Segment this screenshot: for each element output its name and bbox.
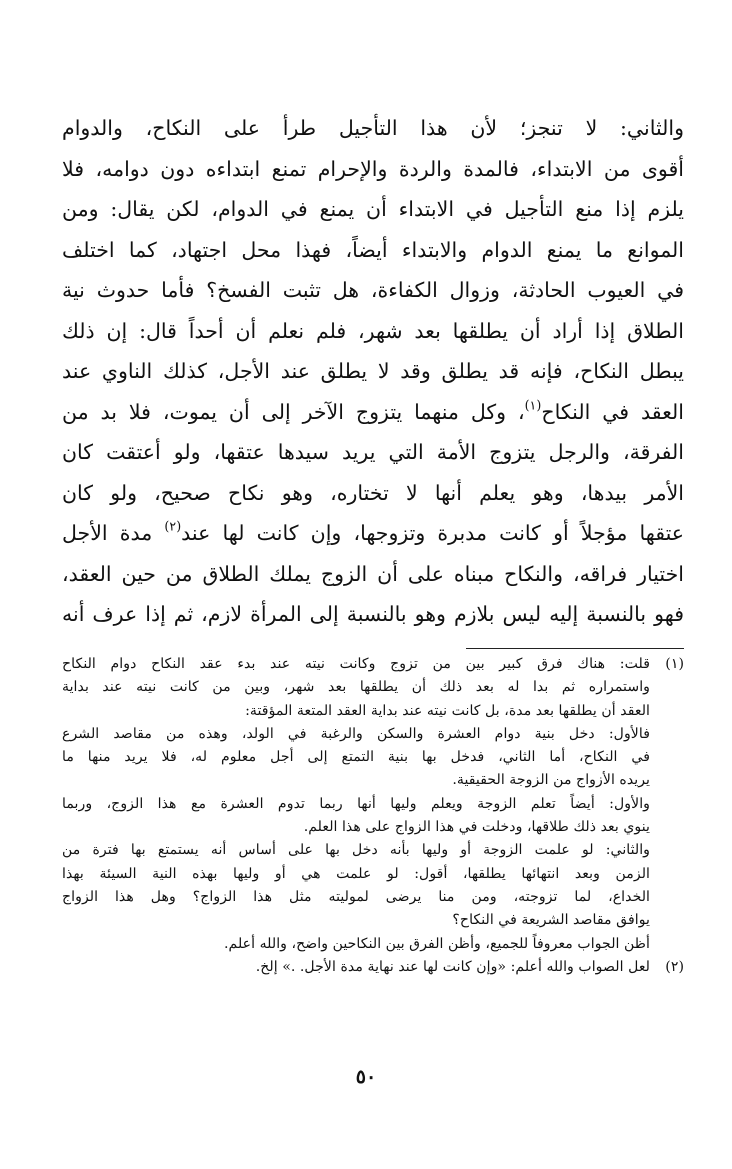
text-line-10: الأمر بيدها، وهو يعلم أنها لا تختاره، وهو نكاح صحيح، ولو كان (62, 480, 684, 505)
footnotes (62, 653, 684, 979)
text-line-12: اختيار فراقه، والنكاح مبناه على أن الزوج يملك الطلاق من حين العقد، (62, 561, 684, 586)
footnote-2-number: (٢) (665, 958, 684, 975)
footnote-ref-2[interactable]: (٢) (164, 518, 182, 534)
text-line-1: والثاني: لا تنجز؛ لأن هذا التأجيل طرأ على النكاح، والدوام (62, 116, 684, 140)
footnote-1-number: (١) (665, 656, 684, 672)
text-line-7: يبطل النكاح، فإنه قد يطلق وقد لا يطلق عند الأجل، كذلك الناوي عند (62, 359, 684, 383)
footnote-1-line-2: واستمراره ثم بدا له بعد ذلك أن يطلقها بعد شهر، وبين من كانت نيته عند بداية (62, 679, 650, 696)
footnote-1-line-9: والثاني: لو علمت الزوجة أو وليها بأنه دخل بها على أساس أنه يستمتع بها فترة من (62, 842, 650, 859)
footnote-1-line-1: قلت: هناك فرق كبير بين من تزوج وكانت نيته عند بدء عقد النكاح دوام النكاح (62, 656, 650, 672)
main-text (62, 108, 684, 635)
text-line-2: أقوى من الابتداء، فالمدة والردة والإحرام تمنع ابتداءه دون دوامه، فلا (62, 156, 684, 181)
footnote-2-line-1: لعل الصواب والله أعلم: «وإن كانت لها عند نهاية مدة الأجل. .» إلخ. (255, 958, 650, 975)
footnote-1-line-13: أظن الجواب معروفاً للجميع، وأظن الفرق بين النكاحين واضح، والله أعلم. (224, 935, 650, 952)
text-line-8-end: ، وكل منهما يتزوج الآخر إلى أن يموت، فلا بد من (62, 399, 525, 424)
footnote-1-line-11: الخداع، لما تزوجته، ومن منا يرضى لموليته مثل هذا الزواج؟ وهل هذا الزواج (62, 888, 650, 905)
text-line-6: الطلاق إذا أراد أن يطلقها بعد شهر، فلم نعلم أن أحداً قال: إن ذلك (62, 318, 684, 343)
text-line-8 (62, 392, 684, 433)
text-line-9: الفرقة، والرجل يتزوج الأمة التي يريد سيدها عتقها، ولو أعتقت كان (62, 440, 684, 464)
text-line-11 (62, 513, 684, 554)
text-line-11-end: مدة الأجل (62, 521, 165, 545)
footnote-1-line-8: ينوي بعد ذلك طلاقها، ودخلت في هذا الزواج على هذا العلم. (303, 819, 650, 836)
footnote-1-line-12: يوافق مقاصد الشريعة في النكاح؟ (452, 912, 650, 929)
footnote-1-line-10: الزمن وبعد انتهائها يطلقها، أقول: لو علمت هي أو وليها بهذه النية السيئة بهذا (62, 865, 650, 882)
text-line-3: يلزم إذا منع التأجيل في الابتداء أن يمنع في الدوام، لكن يقال: ومن (62, 197, 684, 221)
page-number: ٥٠ (355, 1066, 377, 1088)
text-line-13: فهو بالنسبة إليه ليس بلازم وهو بالنسبة إلى المرأة لازم، ثم إذا عرف أنه (62, 602, 684, 626)
text-line-8-start: العقد في النكاح (541, 399, 685, 424)
footnote-1-line-3: العقد أن يطلقها بعد مدة، بل كانت نيته عند بداية العقد المتعة المؤقتة: (245, 702, 650, 719)
text-line-5: في العيوب الحادثة، وزوال الكفاءة، هل تثبت الفسخ؟ فأما حدوث نية (62, 278, 684, 302)
footnote-1-line-5: في النكاح، أما الثاني، فدخل بها بنية التمتع إلى أجل معلوم له، فلا يريد منها ما (62, 749, 650, 766)
text-line-11-start: عتقها مؤجلاً أو كانت مدبرة وتزوجها، وإن كانت لها عند (181, 521, 684, 545)
footnote-1 (62, 653, 684, 956)
footnote-separator (466, 648, 684, 649)
text-line-4: الموانع ما يمنع الدوام والابتداء أيضاً، فهذا محل اجتهاد، كما اختلف (62, 237, 684, 262)
footnote-1-line-7: والأول: أيضاً تعلم الزوجة ويعلم وليها أنها ربما تدوم العشرة مع هذا الزوج، وربما (62, 795, 650, 812)
footnote-1-line-4: فالأول: دخل بنية دوام العشرة والسكن والرغبة في الولد، وهذه من مقاصد الشرع (62, 725, 650, 742)
footnote-2 (62, 956, 684, 979)
footnote-ref-1[interactable]: (١) (524, 396, 542, 412)
footnote-1-line-6: يريده الأزواج من الزوجة الحقيقية. (452, 772, 650, 789)
